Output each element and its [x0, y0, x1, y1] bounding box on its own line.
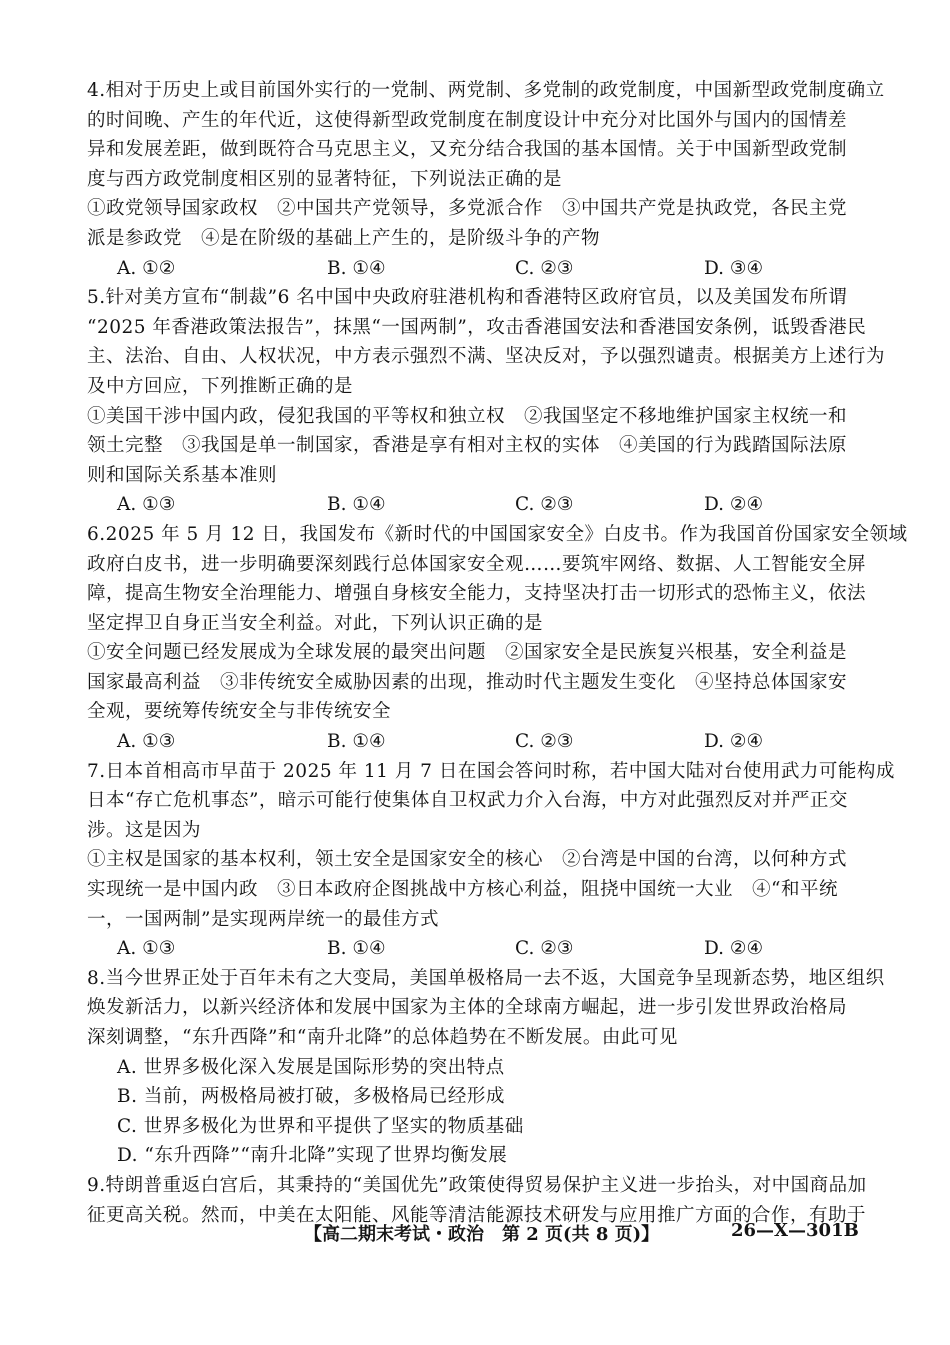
- statement-line: ①政党领导国家政权 ②中国共产党领导，多党派合作 ③中国共产党是执政党，各民主党: [87, 198, 848, 220]
- question-stem-line: 政府白皮书，进一步明确要深刻践行总体国家安全观……要筑牢网络、数据、人工智能安全屏: [87, 553, 867, 575]
- choice-d: D. ②④: [704, 938, 764, 960]
- question-stem-line: 5.针对美方宣布“制裁”6 名中国中央政府驻港机构和香港特区政府官员，以及美国发布所谓: [87, 287, 848, 309]
- choice-a: A. ①③: [117, 494, 176, 516]
- footer-page-info: 【高二期末考试・政治 第 2 页(共 8 页)】: [304, 1224, 660, 1245]
- question-stem-line: 坚定捍卫自身正当安全利益。对此，下列认识正确的是: [87, 612, 544, 634]
- question-5: [87, 283, 886, 520]
- choice-a: A. ①②: [117, 257, 176, 279]
- question-stem-line: 6.2025 年 5 月 12 日，我国发布《新时代的中国国家安全》白皮书。作为我国首份国家安全领域: [87, 523, 908, 545]
- question-stem-line: 8.当今世界正处于百年未有之大变局，美国单极格局一去不返，大国竞争呈现新态势，地区组织: [87, 967, 885, 989]
- answer-choices: [87, 254, 867, 284]
- statement-line: 则和国际关系基本准则: [87, 464, 278, 486]
- question-6: [87, 520, 908, 757]
- question-8: [87, 964, 885, 1171]
- statement-line: ①主权是国家的基本权利，领土安全是国家安全的核心 ②台湾是中国的台湾，以何种方式: [87, 849, 848, 871]
- statement-line: 领土完整 ③我国是单一制国家，香港是享有相对主权的实体 ④美国的行为践踏国际法原: [87, 435, 848, 457]
- question-4: [87, 76, 885, 283]
- question-stem-line: 主、法治、自由、人权状况，中方表示强烈不满、坚决反对，予以强烈谴责。根据美方上述行为: [87, 346, 886, 368]
- choice-b: B. ①④: [327, 938, 386, 960]
- statement-line: 国家最高利益 ③非传统安全威胁因素的出现，推动时代主题发生变化 ④坚持总体国家安: [87, 671, 848, 693]
- choice-a: A. ①③: [117, 731, 176, 753]
- choice-c: C. ②③: [515, 494, 574, 516]
- question-stem-line: “2025 年香港政策法报告”，抹黑“一国两制”，攻击香港国安法和香港国安条例，诋毁香港民: [87, 316, 867, 338]
- question-stem-line: 焕发新活力，以新兴经济体和发展中国家为主体的全球南方崛起，进一步引发世界政治格局: [87, 997, 848, 1019]
- question-stem-line: 日本“存亡危机事态”，暗示可能行使集体自卫权武力介入台海，中方对此强烈反对并严正交: [87, 790, 848, 812]
- exam-content: [87, 76, 908, 1230]
- statement-line: 全观，要统筹传统安全与非传统安全: [87, 701, 392, 723]
- statement-line: ①美国干涉中国内政，侵犯我国的平等权和独立权 ②我国坚定不移地维护国家主权统一和: [87, 405, 848, 427]
- choice-d: D. ②④: [704, 731, 764, 753]
- choice-c: C. ②③: [515, 257, 574, 279]
- question-stem-line: 障，提高生物安全治理能力、增强自身核安全能力，支持坚决打击一切形式的恐怖主义，依法: [87, 583, 867, 605]
- answer-choices: [87, 727, 867, 757]
- question-stem-line: 4.相对于历史上或目前国外实行的一党制、两党制、多党制的政党制度，中国新型政党制度确立: [87, 80, 885, 101]
- question-stem-line: 的时间晚、产生的年代近，这使得新型政党制度在制度设计中充分对比国外与国内的国情差: [87, 109, 848, 131]
- choice-c: C. ②③: [515, 938, 574, 960]
- statement-line: ①安全问题已经发展成为全球发展的最突出问题 ②国家安全是民族复兴根基，安全利益是: [87, 642, 848, 664]
- statement-line: 实现统一是中国内政 ③日本政府企图挑战中方核心利益，阻挠中国统一大业 ④“和平统: [87, 879, 838, 901]
- choice-a: A. 世界多极化深入发展是国际形势的突出特点: [117, 1056, 505, 1078]
- statement-line: 一，一国两制”是实现两岸统一的最佳方式: [87, 908, 439, 930]
- footer-exam-code: 26—X—301B: [731, 1220, 859, 1241]
- question-stem-line: 度与西方政党制度相区别的显著特征，下列说法正确的是: [87, 168, 563, 190]
- choice-c: C. 世界多极化为世界和平提供了坚实的物质基础: [117, 1115, 524, 1137]
- question-stem-line: 深刻调整，“东升西降”和“南升北降”的总体趋势在不断发展。由此可见: [87, 1027, 678, 1048]
- question-stem-line: 7.日本首相高市早苗于 2025 年 11 月 7 日在国会答问时称，若中国大陆对台使用武力可能构成: [87, 760, 895, 782]
- question-stem-line: 及中方回应，下列推断正确的是: [87, 375, 354, 397]
- choice-d: D. ②④: [704, 494, 764, 516]
- statement-line: 派是参政党 ④是在阶级的基础上产生的，是阶级斗争的产物: [87, 227, 601, 249]
- question-7: [87, 757, 895, 964]
- choice-d: D. ③④: [704, 257, 764, 279]
- choice-b: B. ①④: [327, 494, 386, 516]
- question-stem-line: 征更高关税。然而，中美在太阳能、风能等清洁能源技术研发与应用推广方面的合作，有助于: [87, 1204, 867, 1226]
- choice-b: B. ①④: [327, 257, 386, 279]
- answer-choices: [87, 490, 867, 520]
- choice-c: C. ②③: [515, 731, 574, 753]
- choice-a: A. ①③: [117, 938, 176, 960]
- answer-choices: [87, 934, 867, 964]
- question-stem-line: 异和发展差距，做到既符合马克思主义，又充分结合我国的基本国情。关于中国新型政党制: [87, 139, 848, 161]
- question-stem-line: 涉。这是因为: [87, 819, 202, 841]
- choice-b: B. 当前，两极格局被打破，多极格局已经形成: [117, 1086, 505, 1108]
- choice-b: B. ①④: [327, 731, 386, 753]
- question-stem-line: 9.特朗普重返白宫后，其秉持的“美国优先”政策使得贸易保护主义进一步抬头，对中国商品加: [87, 1174, 867, 1196]
- choice-d: D. “东升西降”“南升北降”实现了世界均衡发展: [117, 1145, 508, 1167]
